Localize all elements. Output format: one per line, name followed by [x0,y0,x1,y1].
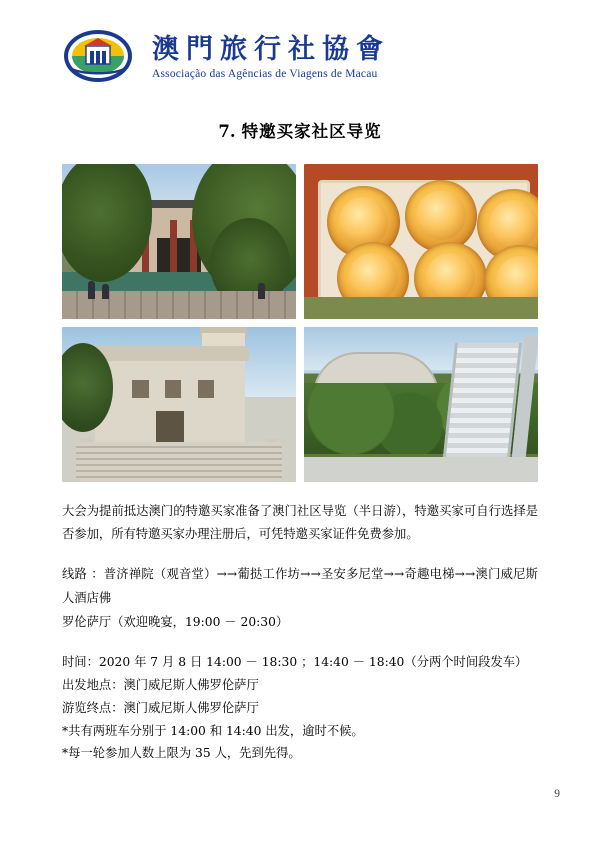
a-ma-temple-photo [62,164,296,319]
page-number: 9 [554,788,560,800]
departure-line: 出发地点：澳门威尼斯人佛罗伦萨厅 [62,678,259,693]
header-text-block [152,32,390,80]
route-line-2: 罗伦萨厅（欢迎晚宴，19:00 － 20:30） [62,615,289,630]
schedule-block [62,651,538,765]
photo-gallery [62,164,538,482]
note-line-1: *共有两班车分别于 14:00 和 14:40 出发，逾时不候。 [62,723,364,738]
body-content [62,500,538,765]
association-logo-icon [62,28,134,84]
time-line: 时间：2020 年 7 月 8 日 14:00 － 18:30 ；14:40 － 18:40（分两个时间段发车） [62,655,528,670]
church-facade-photo [62,327,296,482]
route-label: 线路 ： [62,567,104,582]
end-point-line: 游览终点：澳门威尼斯人佛罗伦萨厅 [62,700,259,715]
route-path-1: 普济禅院（观音堂）→→葡挞工作坊→→圣安多尼堂→→奇趣电梯→→澳门威尼斯人酒店佛 [62,567,538,606]
intro-paragraph: 大会为提前抵达澳门的特邀买家准备了澳门社区导览（半日游），特邀买家可自行选择是否参加，所有特邀买家办理注册后，可凭特邀买家证件免费参加。 [62,504,538,541]
section-title-text: 特邀买家社区导览 [241,122,382,141]
section-number: 7. [218,122,236,141]
route-line-1 [62,563,538,611]
organization-name-chinese: 澳門旅行社協會 [152,33,390,65]
escalator-photo [304,327,538,482]
organization-name-portuguese: Associação das Agências de Viagens de Macau [152,68,378,81]
note-line-2: *每一轮参加人数上限为 35 人，先到先得。 [62,746,301,761]
document-header [0,0,600,84]
route-block [62,563,538,635]
egg-tarts-photo [304,164,538,319]
section-heading [0,118,600,142]
